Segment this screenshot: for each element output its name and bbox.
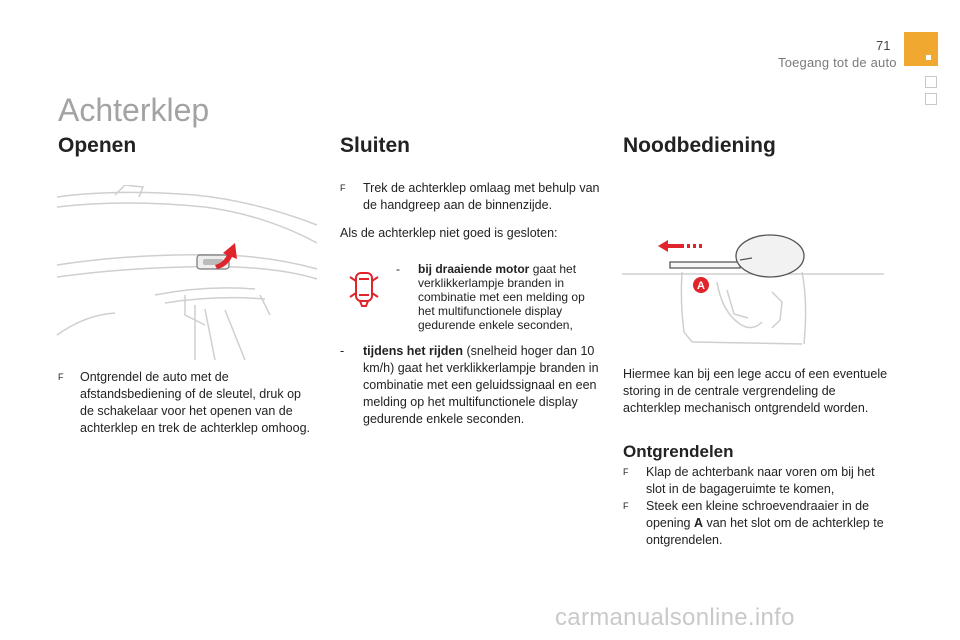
section-title: Toegang tot de auto (778, 55, 897, 70)
heading-ontgrendelen: Ontgrendelen (623, 442, 734, 461)
warning-driving-bold: tijdens het rijden (363, 344, 464, 358)
door-open-warning-icon (348, 267, 380, 307)
chapter-marker-square (925, 93, 937, 105)
noodbediening-description: Hiermee kan bij een lege accu of een eventuele storing in de centrale vergrendeling de achterklep mechanisch ontgrendeld worden. (623, 367, 888, 415)
warning-running-engine (396, 262, 596, 332)
ontgrendelen-step-2-text-end: van het slot om de achterklep te ontgrendelen. (646, 516, 884, 547)
openen-instruction (58, 369, 318, 437)
chapter-tab[interactable] (904, 32, 938, 66)
warning-driving-text: (snelheid hoger dan 10 km/h) gaat het verklikkerlampje branden in combinatie met een geluidssignaal en een melding op het multifunctionele display gedurende enkele seconden. (363, 344, 599, 426)
watermark: carmanualsonline.info (555, 604, 795, 631)
dash-marker: - (396, 262, 400, 276)
warning-running-engine-text: gaat het verklikkerlampje branden in combinatie met een melding op het multifunctionele display gedurende enkele seconden, (418, 262, 585, 332)
sluiten-instruction-text: Trek de achterklep omlaag met behulp van de handgreep aan de binnenzijde. (363, 181, 600, 212)
openen-instruction-text: Ontgrendel de auto met de afstandsbediening of de sleutel, druk op de schakelaar voor het openen van de achterklep en trek de achterklep omhoog. (80, 370, 310, 435)
tailgate-opening-illustration (55, 185, 320, 360)
page-number: 71 (876, 38, 891, 53)
opening-a-reference: A (693, 516, 703, 530)
sluiten-note: Als de achterklep niet goed is gesloten: (340, 226, 558, 240)
heading-openen: Openen (58, 134, 137, 157)
bullet-marker: F (340, 183, 346, 193)
bullet-marker: F (623, 501, 629, 511)
bullet-marker: F (58, 372, 64, 382)
page-title: Achterklep (58, 92, 210, 128)
chapter-marker-square (925, 76, 937, 88)
warning-running-engine-bold: bij draaiende motor (418, 262, 530, 276)
ontgrendelen-step-1-text: Klap de achterbank naar voren om bij het slot in de bagageruimte te komen, (646, 465, 875, 496)
callout-a-label: A (697, 280, 705, 292)
ontgrendelen-step-1 (623, 464, 888, 498)
emergency-release-illustration (622, 232, 887, 350)
bullet-marker: F (623, 467, 629, 477)
ontgrendelen-step-2 (623, 498, 888, 549)
ontgrendelen-step-2-text: Steek een kleine schroevendraaier in de opening (646, 499, 870, 530)
warning-driving (340, 343, 602, 428)
sluiten-instruction (340, 180, 602, 214)
chapter-tab-dot (926, 55, 931, 60)
heading-sluiten: Sluiten (340, 134, 411, 157)
heading-noodbediening: Noodbediening (623, 134, 776, 157)
dash-marker: - (340, 344, 345, 358)
